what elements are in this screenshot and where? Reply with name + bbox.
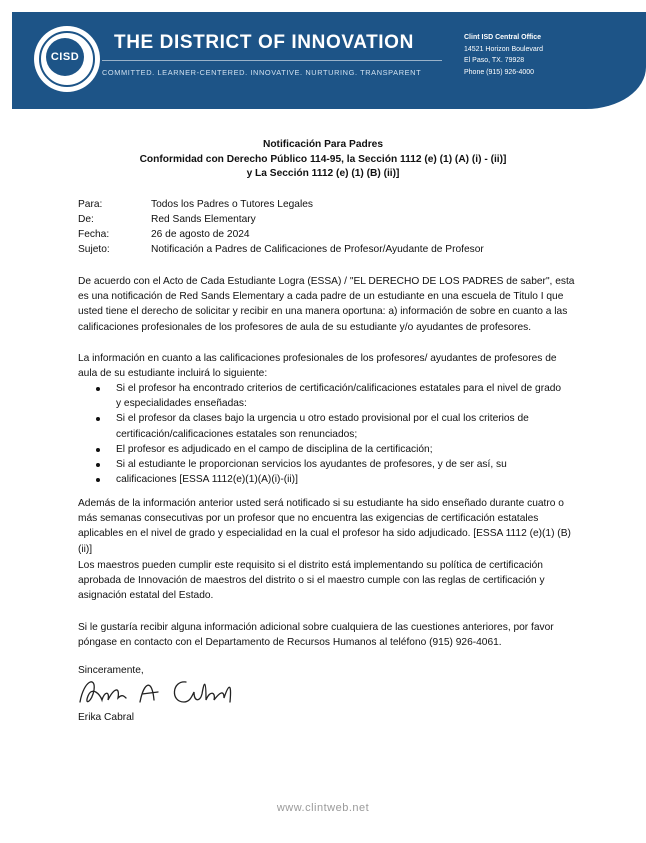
list-item: Si el profesor da clases bajo la urgencia u otro estado provisional por el cual los criterios de certificación/calificaciones estatales son renunciados; (92, 411, 562, 441)
paragraph-contact-hr: Si le gustaría recibir alguna información adicional sobre cualquiera de las cuestiones anteriores, por favor póngase en contacto con el Departamento de Recursos Humanos al teléfono (915) 926-4061. (78, 622, 554, 649)
handwritten-signature (74, 672, 244, 712)
list-item: El profesor es adjudicado en el campo de disciplina de la certificación; (92, 442, 562, 457)
memo-row-fecha (78, 227, 484, 242)
paragraph-essa-intro: De acuerdo con el Acto de Cada Estudiante Logra (ESSA) / "EL DERECHO DE LOS PADRES de saber", esta es una notificación de Red Sands Elementary a cada padre de un estudiante en una escuela de Titulo I que usted tiene el derecho de solicitar y recibir en una manera oportuna: a) información de sobre en cuanto a las calificaciones profesionales de los profesores de aula de su estudiante y/o ayudantes de profesores. (78, 276, 575, 333)
memo-row-sujeto (78, 242, 484, 257)
notice-law-line1: Conformidad con Derecho Público 114-95, la Sección 1112 (e) (1) (A) (i) - (ii)] (139, 153, 507, 165)
memo-value: Todos los Padres o Tutores Legales (151, 199, 313, 210)
notice-heading (0, 138, 646, 182)
district-logo (34, 26, 100, 92)
list-item: Si al estudiante le proporcionan servicios los ayudantes de profesores, y de ser así, su (92, 457, 562, 472)
memo-label: Fecha: (78, 229, 110, 240)
memo-value: Notificación a Padres de Calificaciones de Profesor/Ayudante de Profesor (151, 244, 484, 255)
office-address-line1: 14521 Horizon Boulevard (464, 45, 543, 53)
signer-name: Erika Cabral (78, 712, 135, 723)
list-item: calificaciones [ESSA 1112(e)(1)(A)(i)-(ii)] (92, 472, 562, 487)
logo-text: CISD (46, 38, 84, 76)
qualifications-list (92, 381, 562, 487)
memo-value: Red Sands Elementary (151, 214, 256, 225)
office-address-line2: El Paso, TX. 79928 (464, 57, 525, 64)
memo-label: Sujeto: (78, 244, 110, 255)
paragraph-qualifications-intro: La información en cuanto a las calificaciones profesionales de los profesores/ ayudantes de profesores de aula de su estudiante incluirá lo siguiente: (78, 353, 557, 380)
closing-salutation: Sinceramente, (78, 665, 144, 676)
memo-row-para (78, 197, 484, 212)
notice-law-line2: y La Sección 1112 (e) (1) (B) (ii)] (246, 168, 400, 179)
memo-header (78, 197, 484, 257)
memo-value: 26 de agosto de 2024 (151, 229, 250, 240)
district-title: THE DISTRICT OF INNOVATION (114, 32, 414, 53)
notice-title: Notificación Para Padres (262, 139, 384, 150)
office-address-block (464, 32, 543, 78)
memo-label: De: (78, 214, 94, 225)
office-name: Clint ISD Central Office (464, 34, 542, 41)
paragraph-district-of-innovation: Los maestros pueden cumplir este requisito si el distrito está implementando su política de certificación aprobada de Innovación de maestros del distrito o si el maestro cumple con las reglas de certificación y asignación estatal del Estado. (78, 560, 545, 602)
list-item: Si el profesor ha encontrado criterios de certificación/calificaciones estatales para el nivel de grado y especialidades enseñadas: (92, 381, 562, 411)
office-phone: Phone (915) 926-4000 (464, 68, 535, 76)
district-tagline: COMMITTED. LEARNER-CENTERED. INNOVATIVE. NURTURING. TRANSPARENT (102, 68, 422, 77)
letterhead-banner (12, 12, 646, 109)
memo-label: Para: (78, 199, 103, 210)
paragraph-four-weeks-notice: Además de la información anterior usted será notificado si su estudiante ha sido enseñado durante cuatro o más semanas consecutivas por un profesor que no encuentra las exigencias de certificación estatales aplicables en el nivel de grado y especialidad en la cual el profesor ha sido adjudicado. [ESSA 1112 (e)(1) (B)(ii)] (78, 498, 571, 555)
header-divider (102, 60, 442, 61)
footer-website-url: www.clintweb.net (276, 802, 370, 814)
memo-row-de (78, 212, 484, 227)
